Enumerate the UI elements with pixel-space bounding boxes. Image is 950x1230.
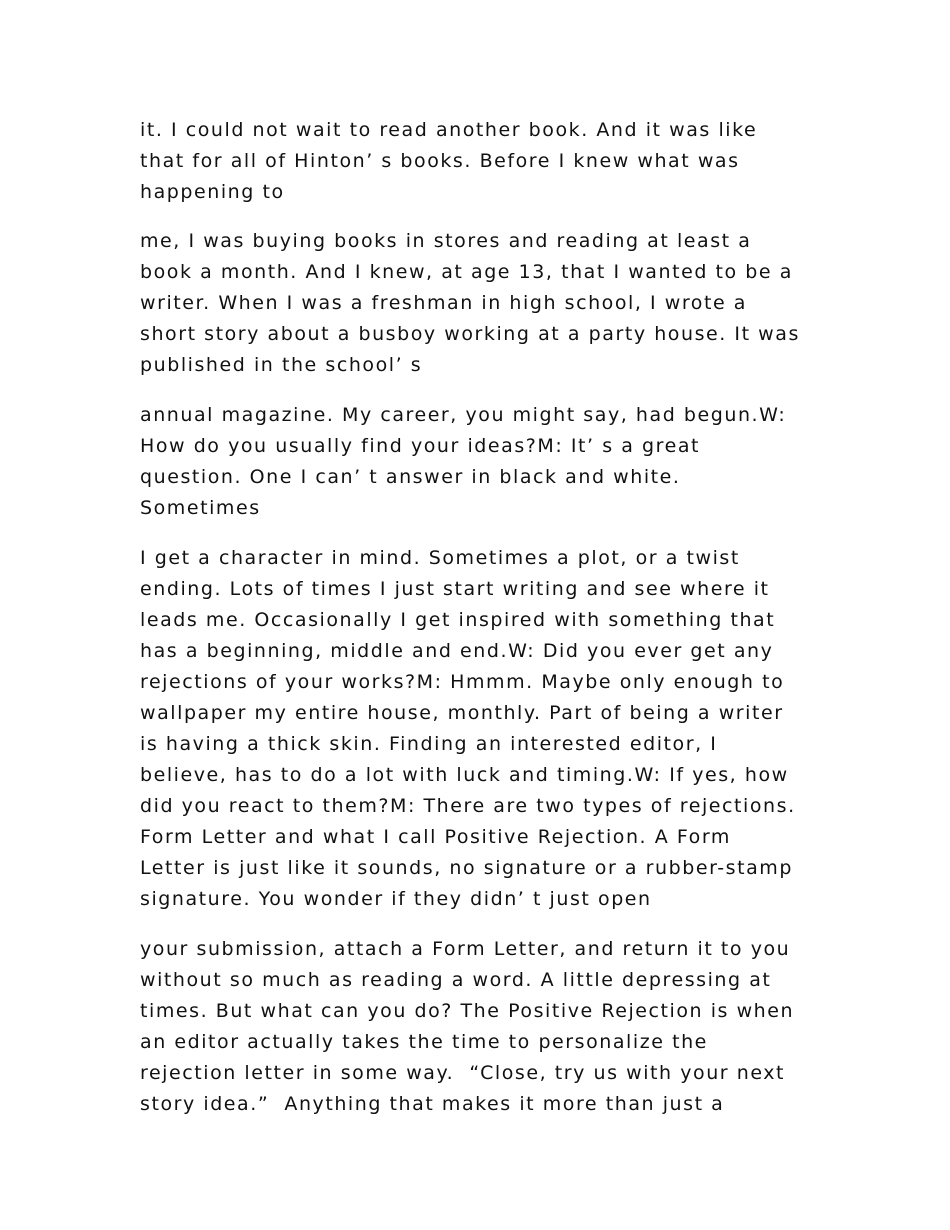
paragraph-5 [140,934,830,1120]
text-line: leads me. Occasionally I get inspired with something that [140,609,776,631]
text-line: rejections of your works?M: Hmmm. Maybe only enough to [140,671,785,693]
text-line: did you react to them?M: There are two types of rejections. [140,795,796,817]
text-line: wallpaper my entire house, monthly. Part of being a writer [140,702,784,724]
text-line: your submission, attach a Form Letter, and return it to you [140,938,791,960]
text-line: Sometimes [140,497,261,519]
text-line: Letter is just like it sounds, no signature or a rubber-stamp [140,857,793,879]
paragraph-4 [140,543,830,915]
text-line: book a month. And I knew, at age 13, that I wanted to be a [140,261,793,283]
text-line: has a beginning, middle and end.W: Did you ever get any [140,640,774,662]
text-line: times. But what can you do? The Positive Rejection is when [140,1000,795,1022]
text-line: published in the school’ s [140,354,423,376]
text-line: signature. You wonder if they didn’ t just open [140,888,652,910]
paragraph-3 [140,400,830,524]
text-line: rejection letter in some way. “Close, try us with your next [140,1062,786,1084]
text-line: it. I could not wait to read another book. And it was like [140,119,758,141]
text-line: me, I was buying books in stores and reading at least a [140,230,752,252]
text-line: short story about a busboy working at a party house. It was [140,323,800,345]
text-line: happening to [140,181,285,203]
text-line: is having a thick skin. Finding an interested editor, I [140,733,718,755]
paragraph-1 [140,115,830,208]
text-line: ending. Lots of times I just start writing and see where it [140,578,770,600]
text-line: I get a character in mind. Sometimes a plot, or a twist [140,547,740,569]
text-line: story idea.” Anything that makes it more than just a [140,1093,725,1115]
text-line: Form Letter and what I call Positive Rejection. A Form [140,826,731,848]
text-line: believe, has to do a lot with luck and timing.W: If yes, how [140,764,789,786]
text-line: How do you usually find your ideas?M: It’ s a great [140,435,701,457]
text-line: annual magazine. My career, you might say, had begun.W: [140,404,787,426]
text-line: without so much as reading a word. A little depressing at [140,969,772,991]
text-line: question. One I can’ t answer in black and white. [140,466,681,488]
paragraph-2 [140,226,830,381]
text-line: writer. When I was a freshman in high school, I wrote a [140,292,747,314]
text-line: that for all of Hinton’ s books. Before I knew what was [140,150,740,172]
text-line: an editor actually takes the time to personalize the [140,1031,708,1053]
